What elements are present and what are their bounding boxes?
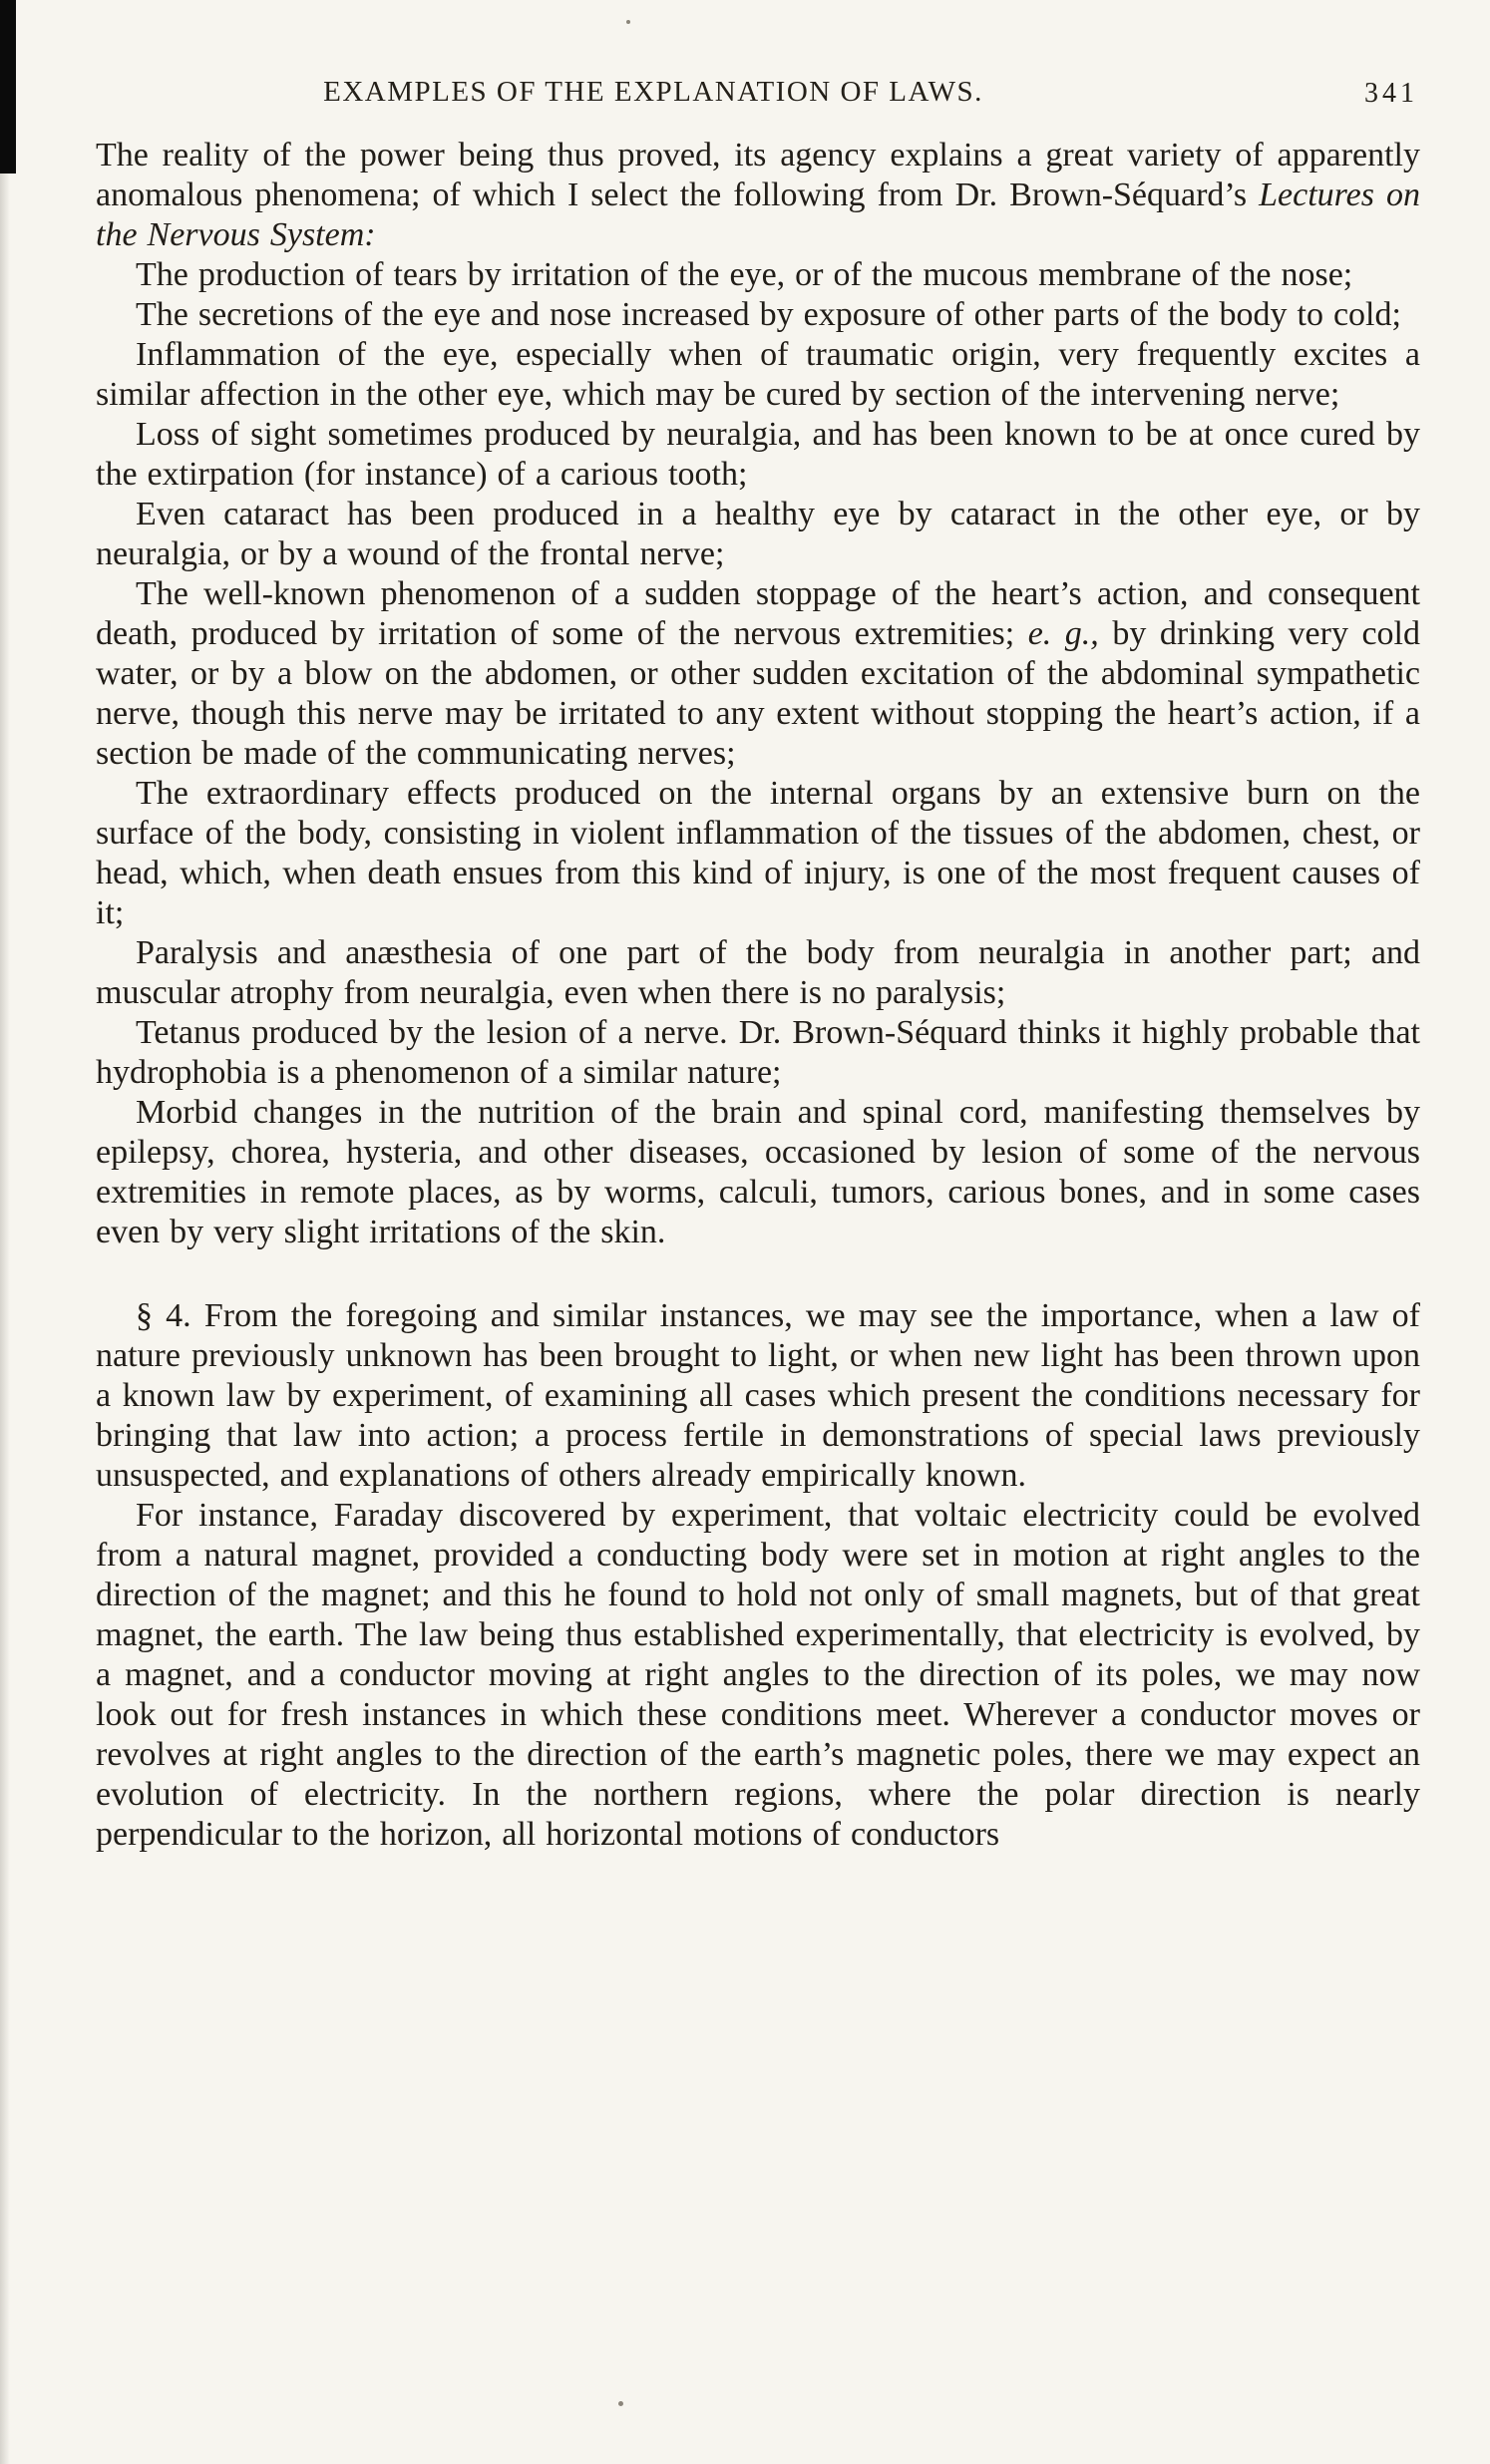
running-title: EXAMPLES OF THE EXPLANATION OF LAWS. [323,76,983,108]
paragraph [96,933,1420,1013]
italic-text-run: Lectures on the Nervous System: [96,176,1420,253]
italic-text-run: e. g., [1027,615,1099,652]
paragraph [96,1496,1420,1855]
text-run: Morbid changes in the nutrition of the brain and spinal cord, manifesting themselves by epilepsy, chorea, hysteria, and other diseases, occasioned by lesion of some of the nervous extremities in remote places, as by worms, calculi, tumors, carious bones, and in some cases even by very slight irritations of the skin. [96,1094,1420,1250]
scan-edge-shadow [0,0,10,2464]
text-run: The production of tears by irritation of the eye, or of the mucous membrane of the nose; [136,256,1353,293]
text-run: The secretions of the eye and nose increased by exposure of other parts of the body to cold; [136,296,1401,333]
text-run: The well-known phenomenon of a sudden stoppage of the heart’s action, and consequent death, produced by irritation of some of the nervous extremities; [96,575,1420,652]
page-number: 341 [1364,78,1418,109]
text-run: Even cataract has been produced in a healthy eye by cataract in the other eye, or by neuralgia, or by a wound of the frontal nerve; [96,496,1420,572]
paragraph [96,255,1420,295]
paragraph [96,1093,1420,1252]
paragraph [96,574,1420,774]
text-run: Loss of sight sometimes produced by neuralgia, and has been known to be at once cured by the extirpation (for instance) of a carious tooth; [96,416,1420,493]
paragraph [96,495,1420,574]
paragraph [96,774,1420,933]
paragraph [96,335,1420,415]
paragraph [96,295,1420,335]
text-run: by drinking very cold water, or by a blow on the abdomen, or other sudden excitation of the abdominal sympathetic nerve, though this nerve may be irritated to any extent without stopping the heart’s action, if a section be made of the communicating nerves; [96,615,1420,772]
scan-speck [626,20,630,24]
scan-edge-artifact [0,0,16,174]
text-run: Tetanus produced by the lesion of a nerve. Dr. Brown-Séquard thinks it highly probable that hydrophobia is a phenomenon of a similar nature; [96,1014,1420,1091]
text-run: For instance, Faraday discovered by experiment, that voltaic electricity could be evolved from a natural magnet, provided a conducting body were set in motion at right angles to the direction of the magnet; and this he found to hold not only of small magnets, but of that great magnet, the earth. The law being thus established experimentally, that electricity is evolved, by a magnet, and a conductor moving at right angles to the direction of its poles, we may now look out for fresh instances in which these conditions meet. Wherever a conductor moves or revolves at right angles to the direction of the earth’s magnetic poles, there we may expect an evolution of electricity. In the northern regions, where the polar direction is nearly perpendicular to the horizon, all horizontal motions of conductors [96,1497,1420,1853]
paragraph [96,1296,1420,1496]
text-body [96,136,1420,1855]
page-header [96,76,1420,120]
text-run: Inflammation of the eye, especially when of traumatic origin, very frequently excites a similar affection in the other eye, which may be cured by section of the intervening nerve; [96,336,1420,413]
text-run: Paralysis and anæsthesia of one part of the body from neuralgia in another part; and muscular atrophy from neuralgia, even when there is no paralysis; [96,934,1420,1011]
paragraph [96,1013,1420,1093]
text-run: The reality of the power being thus proved, its agency explains a great variety of apparently anomalous phenomena; of which I select the following from Dr. Brown-Séquard’s [96,137,1420,213]
text-run: The extraordinary effects produced on the internal organs by an extensive burn on the surface of the body, consisting in violent inflammation of the tissues of the abdomen, chest, or head, which, when death ensues from this kind of injury, is one of the most frequent causes of it; [96,775,1420,931]
paragraph [96,136,1420,255]
paragraph [96,415,1420,495]
text-run: § 4. From the foregoing and similar instances, we may see the importance, when a law of nature previously unknown has been brought to light, or when new light has been thrown upon a known law by experiment, of examining all cases which present the conditions necessary for bringing that law into action; a process fertile in demonstrations of special laws previously unsuspected, and explanations of others already empirically known. [96,1297,1420,1494]
scan-speck [618,2401,623,2406]
